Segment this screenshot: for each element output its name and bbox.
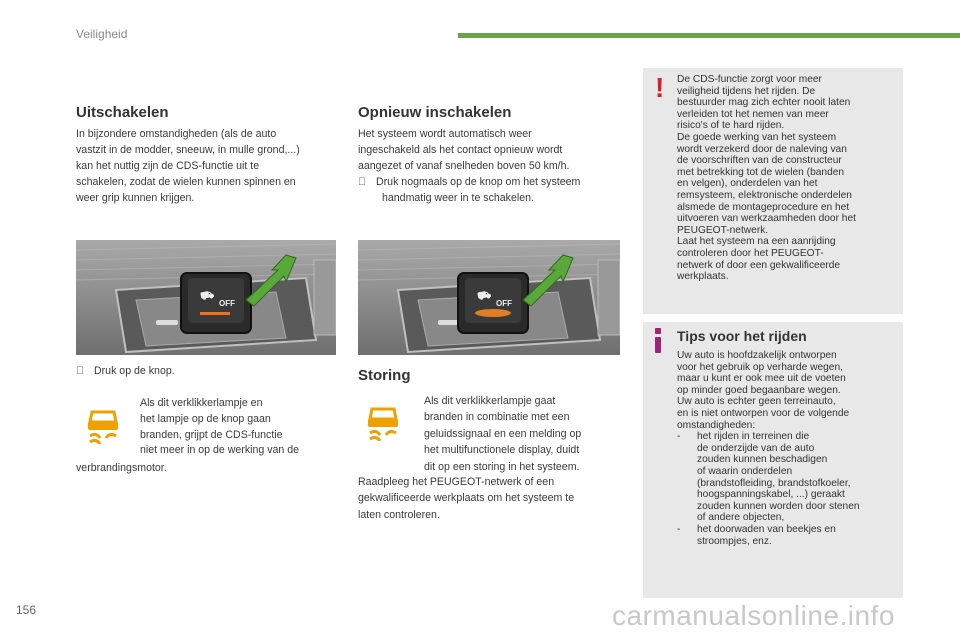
notice-box	[643, 68, 903, 314]
uitschakelen-text: In bijzondere omstandigheden (als de auto vastzit in de modder, sneeuw, in mulle grond,...) kan het nuttig zijn de CDS-functie uit te schakelen, zodat de wielen kunnen spinnen en weer grip kunnen krijgen.	[76, 128, 300, 204]
exclamation-icon: !	[655, 72, 665, 103]
page-number: 156	[16, 603, 37, 617]
notice-text: De CDS-functie zorgt voor meer veiligheid tijdens het rijden. De bestuurder mag zich echter nooit laten verleiden tot het nemen van meer risico's of te hard rijden. De goede werking van het systeem wordt verzekerd door de naleving van de voorschriften van de constructeur met betrekking tot de wielen (banden en velgen), onderdelen van het remsysteem, elektronische onderdelen alsmede de montageprocedure en het uitvoeren van werkzaamheden door het PEUGEOT-netwerk. Laat het systeem na een aanrijding controleren door het PEUGEOT- netwerk of door een gekwalificeerde werkplaats.	[677, 74, 856, 283]
opnieuw-heading: Opnieuw inschakelen	[358, 104, 512, 121]
uitschakelen-warning-text: Als dit verklikkerlampje en het lampje op de knop gaan branden, grijpt de CDS-functie niet meer in op de werking van de	[140, 397, 299, 457]
uitschakelen-heading: Uitschakelen	[76, 104, 169, 121]
cds-button-photo-off	[76, 240, 336, 355]
section-title: Veiligheid	[76, 27, 128, 41]
warning-lamp-icon	[366, 405, 400, 441]
storing-tail-text: Raadpleeg het PEUGEOT-netwerk of een gekwalificeerde werkplaats om het systeem te laten controleren.	[358, 476, 575, 521]
watermark: carmanualsonline.info	[612, 600, 895, 631]
list-item: - het rijden in terreinen die de onderzijde van de auto zouden kunnen beschadigen of waarin onderdelen (brandstofleiding, brandstofkoeler, hoogspanningskabel, ...) geraakt zouden kunnen worden door stenen of andere objecten,	[677, 431, 860, 524]
opnieuw-bullet: Druk nogmaals op de knop om het systeem handmatig weer in te schakelen.	[376, 176, 581, 204]
warning-lamp-icon	[86, 408, 120, 444]
svg-text:⛟: ⛟	[476, 288, 493, 303]
svg-text:OFF: OFF	[219, 299, 235, 308]
tips-box	[643, 322, 903, 598]
info-icon	[655, 328, 663, 354]
storing-warning-text: Als dit verklikkerlampje gaat branden in combinatie met een geluidssignaal en een melding op het multifunctionele display, duidt dit op een storing in het systeem.	[424, 395, 582, 473]
uitschakelen-warning-tail: verbrandingsmotor.	[76, 462, 167, 474]
uitschakelen-bullet: Druk op de knop.	[94, 365, 175, 377]
storing-heading: Storing	[358, 367, 411, 384]
section-accent-bar	[458, 33, 960, 38]
opnieuw-text: Het systeem wordt automatisch weer ingeschakeld als het contact opnieuw wordt aangezet of vanaf snelheden boven 50 km/h.	[358, 128, 570, 172]
tips-heading: Tips voor het rijden	[677, 328, 807, 344]
svg-text:OFF: OFF	[496, 299, 512, 308]
list-item: - het doorwaden van beekjes en stroompjes, enz.	[677, 523, 836, 547]
cds-button-photo-on	[358, 240, 620, 355]
tips-text: Uw auto is hoofdzakelijk ontworpen voor het gebruik op verharde wegen, maar u kunt er ook mee uit de voeten op minder goed begaanbare wegen. Uw auto is echter geen terreinauto, en is niet ontworpen voor de volgende omstandigheden: - het rijden in terreinen die de onderzijde van de auto zouden kunnen beschadigen of waarin onderdelen (brandstofleiding, brandstofkoeler, hoogspanningskabel, ...) geraakt zouden kunnen worden door stenen of andere objecten, - het doorwaden van beekjes en stroompjes, enz.	[677, 350, 901, 547]
svg-text:⛟: ⛟	[199, 288, 216, 303]
